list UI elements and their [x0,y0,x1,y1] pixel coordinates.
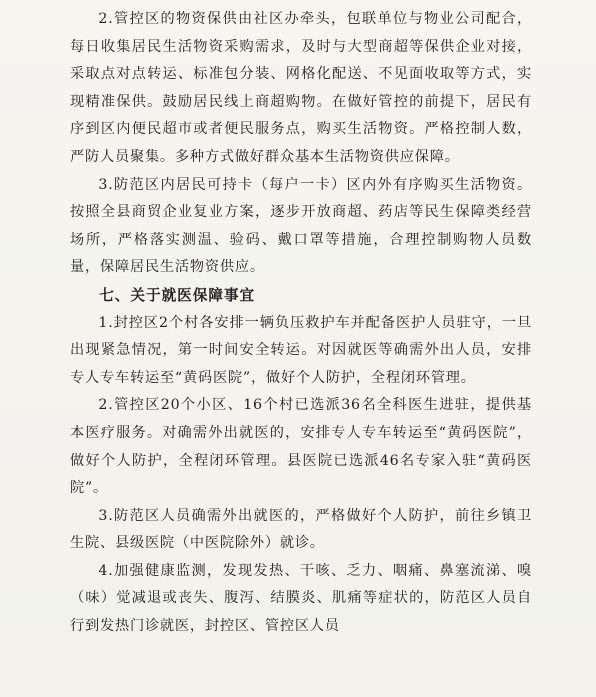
paragraph-medical-lockdown-zone: 1.封控区2个村各安排一辆负压救护车并配备医护人员驻守，一旦出现紧急情况，第一时间安全转运。对因就医等确需外出人员，安排专人专车转运至“黄码医院”，做好个人防护，全程闭环管理。 [70,314,532,386]
paragraph-supply-prevention-zone: 3.防范区内居民可持卡（每户一卡）区内外有序购买生活物资。按照全县商贸企业复业方案，逐步开放商超、药店等民生保障类经营场所，严格落实测温、验码、戴口罩等措施，合理控制购物人员数量，保障居民生活物资供应。 [70,176,532,276]
paragraph-supply-control-zone: 2.管控区的物资保供由社区办牵头，包联单位与物业公司配合，每日收集居民生活物资采购需求，及时与大型商超等保供企业对接，采取点对点转运、标准包分装、网格化配送、不见面收取等方式，实现精准保供。鼓励居民线上商超购物。在做好管控的前提下，居民有序到区内便民超市或者便民服务点，购买生活物资。严格控制人数，严防人员聚集。多种方式做好群众基本生活物资供应保障。 [70,11,532,165]
paragraph-medical-prevention-zone: 3.防范区人员确需外出就医的，严格做好个人防护，前往乡镇卫生院、县级医院（中医院除外）就诊。 [70,507,532,552]
paragraph-medical-control-zone: 2.管控区20个小区、16个村已选派36名全科医生进驻，提供基本医疗服务。对确需外出就医的，安排专人专车转运至“黄码医院”，做好个人防护，全程闭环管理。县医院已选派46名专家入驻“黄码医院”。 [70,397,532,497]
paragraph-health-monitoring: 4.加强健康监测，发现发热、干咳、乏力、咽痛、鼻塞流涕、嗅（味）觉减退或丧失、腹泻、结膜炎、肌痛等症状的，防范区人员自行到发热门诊就医，封控区、管控区人员 [70,562,532,635]
section-heading-medical: 七、关于就医保障事宜 [99,286,256,304]
